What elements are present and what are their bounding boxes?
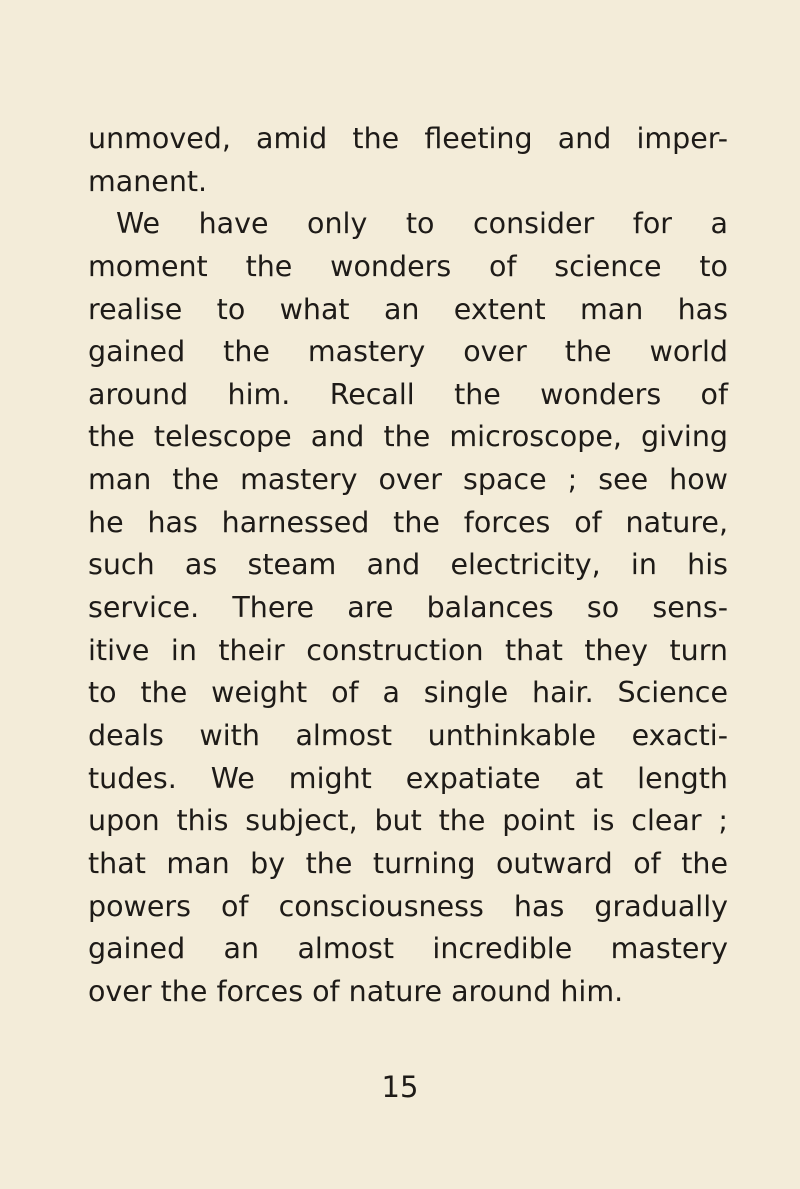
text-line: around him. Recall the wonders of [88,377,728,411]
text-line: upon this subject, but the point is clear ; [88,804,728,838]
text-line: service. There are balances so sens- [88,591,728,625]
text-line: deals with almost unthinkable exacti- [88,718,728,752]
text-line: man the mastery over space ; see how [88,463,728,497]
text-line: gained an almost incredible mastery [88,932,728,966]
text-line: he has harnessed the forces of nature, [88,505,728,539]
page-number: 15 [381,1070,419,1104]
text-line: over the forces of nature around him. [88,974,624,1008]
text-line: that man by the turning outward of the [88,846,728,880]
text-line: tudes. We might expatiate at length [88,761,728,795]
text-line: the telescope and the microscope, giving [88,420,728,454]
text-line: gained the mastery over the world [88,335,728,369]
text-line: to the weight of a single hair. Science [88,676,728,710]
text-line: itive in their construction that they turn [88,633,728,667]
text-line: such as steam and electricity, in his [88,548,728,582]
text-line: realise to what an extent man has [88,292,728,326]
text-line: manent. [88,164,208,198]
body-text [88,118,728,1013]
text-line: powers of consciousness has gradually [88,889,728,923]
text-line: unmoved, amid the fleeting and imper- [88,122,728,155]
text-line: moment the wonders of science to [88,249,728,283]
text-line: We have only to consider for a [116,207,728,241]
